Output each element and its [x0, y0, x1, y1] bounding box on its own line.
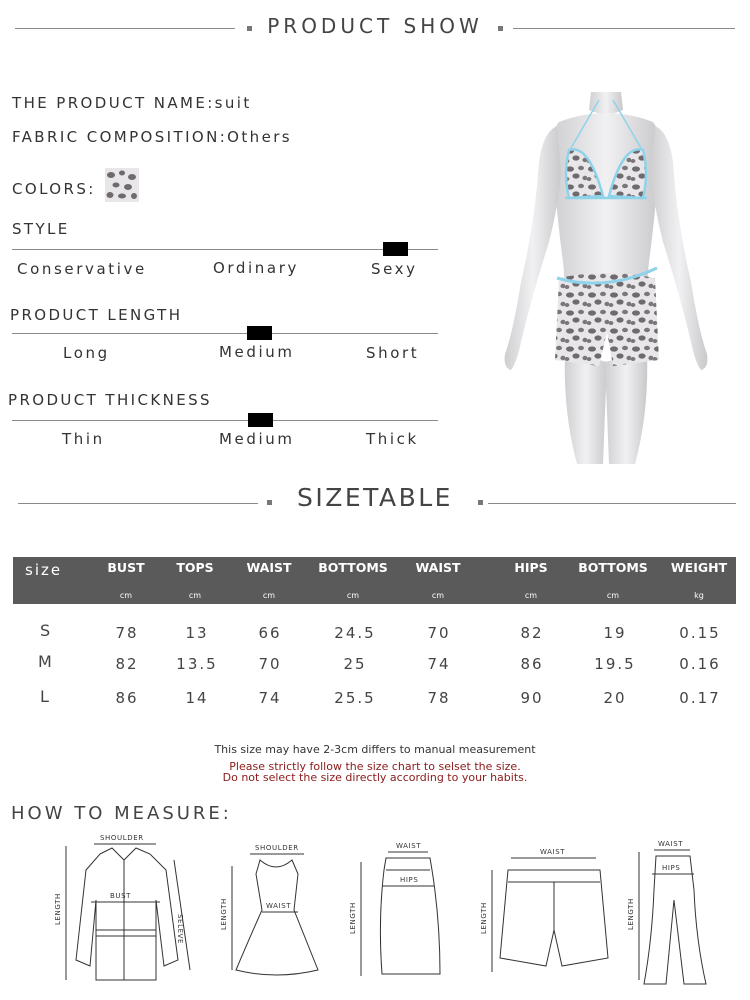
table-cell: 74 [427, 655, 451, 673]
length-option-short: Short [366, 344, 420, 362]
header-dot-right [498, 26, 503, 31]
column-header-bottoms-2: BOTTOMS [578, 560, 648, 575]
page-title: PRODUCT SHOW [267, 14, 483, 38]
thickness-option-medium: Medium [219, 430, 295, 448]
table-cell: 14 [185, 689, 209, 707]
unit-bottoms-2: cm [606, 591, 620, 600]
measure-diagrams [0, 830, 750, 1000]
table-cell: 25.5 [334, 689, 376, 707]
label-hips-skirt: HIPS [400, 876, 419, 884]
style-option-ordinary: Ordinary [213, 259, 299, 277]
thickness-option-thin: Thin [62, 430, 105, 448]
label-hips-pants: HIPS [662, 864, 681, 872]
table-cell: 82 [520, 624, 544, 642]
length-title: PRODUCT LENGTH [10, 306, 183, 324]
table-cell: 25 [343, 655, 367, 673]
length-option-long: Long [63, 344, 110, 362]
table-cell: 20 [603, 689, 627, 707]
label-length-skirt: LENGTH [349, 902, 357, 934]
size-warning-2: Do not select the size directly according to your habits. [222, 771, 528, 784]
label-waist-shorts: WAIST [540, 848, 566, 856]
table-cell: 70 [427, 624, 451, 642]
label-length: LENGTH [54, 893, 62, 925]
unit-bust: cm [119, 591, 133, 600]
table-cell: 19 [603, 624, 627, 642]
unit-bottoms: cm [346, 591, 360, 600]
how-to-measure-title: HOW TO MEASURE: [11, 803, 232, 824]
table-cell: 86 [520, 655, 544, 673]
header-dot-left [247, 26, 252, 31]
column-header-hips: HIPS [514, 560, 548, 575]
table-cell: 66 [258, 624, 282, 642]
unit-hips: cm [524, 591, 538, 600]
unit-weight: kg [694, 591, 704, 600]
table-cell: 90 [520, 689, 544, 707]
label-waist-pants: WAIST [658, 840, 684, 848]
table-cell: 13 [185, 624, 209, 642]
sizetable-dot-right [478, 500, 483, 505]
column-header-bust: BUST [107, 560, 145, 575]
style-option-sexy: Sexy [371, 260, 418, 278]
table-cell: 82 [115, 655, 139, 673]
size-table-header [13, 557, 736, 604]
table-cell: 74 [258, 689, 282, 707]
column-header-weight: WEIGHT [670, 560, 728, 575]
sizetable-dot-left [267, 500, 272, 505]
thickness-title: PRODUCT THICKNESS [8, 391, 212, 409]
style-marker [383, 242, 408, 256]
sizetable-line-left [18, 503, 258, 504]
label-length-shorts: LENGTH [480, 902, 488, 934]
column-header-waist: WAIST [246, 560, 292, 575]
table-cell: 78 [427, 689, 451, 707]
color-swatch [105, 168, 139, 202]
style-title: STYLE [12, 220, 70, 238]
table-cell: 0.15 [679, 624, 721, 642]
product-photo [499, 92, 713, 464]
style-scale [12, 249, 438, 250]
table-cell: 70 [258, 655, 282, 673]
length-marker [247, 326, 272, 340]
label-bust: BUST [110, 892, 132, 900]
size-cell: M [38, 652, 52, 671]
colors-label: COLORS: [12, 180, 96, 198]
size-warning-1: Please strictly follow the size chart to selset the size. [229, 760, 521, 773]
label-waist-skirt: WAIST [396, 842, 422, 850]
table-cell: 0.17 [679, 689, 721, 707]
table-cell: 24.5 [334, 624, 376, 642]
unit-waist: cm [262, 591, 276, 600]
label-waist-dress: WAIST [266, 902, 292, 910]
column-header-bottoms: BOTTOMS [318, 560, 388, 575]
length-scale [12, 333, 438, 334]
header-line-right [513, 28, 735, 29]
column-header-tops: TOPS [176, 560, 214, 575]
size-cell: L [40, 687, 49, 706]
measurement-note: This size may have 2-3cm differs to manual measurement [214, 743, 536, 756]
label-shoulder: SHOULDER [100, 834, 144, 842]
label-shoulder-dress: SHOULDER [255, 844, 299, 852]
unit-waist-2: cm [431, 591, 445, 600]
table-cell: 19.5 [594, 655, 636, 673]
thickness-option-thick: Thick [366, 430, 419, 448]
table-cell: 13.5 [176, 655, 218, 673]
thickness-scale [12, 420, 438, 421]
label-length-dress: LENGTH [220, 898, 228, 930]
column-header-waist-2: WAIST [415, 560, 461, 575]
table-cell: 86 [115, 689, 139, 707]
fabric-composition: FABRIC COMPOSITION:Others [12, 128, 292, 146]
label-length-pants: LENGTH [627, 898, 635, 930]
thickness-marker [248, 413, 273, 427]
style-option-conservative: Conservative [17, 260, 147, 278]
sizetable-title: SIZETABLE [297, 483, 453, 512]
unit-tops: cm [188, 591, 202, 600]
length-option-medium: Medium [219, 343, 295, 361]
label-sleeve: SELEVE [176, 914, 184, 945]
size-column-header: size [25, 561, 63, 579]
table-cell: 0.16 [679, 655, 721, 673]
sizetable-line-right [488, 503, 736, 504]
product-name: THE PRODUCT NAME:suit [12, 94, 252, 112]
size-cell: S [40, 621, 51, 640]
header-line-left [15, 28, 235, 29]
table-cell: 78 [115, 624, 139, 642]
